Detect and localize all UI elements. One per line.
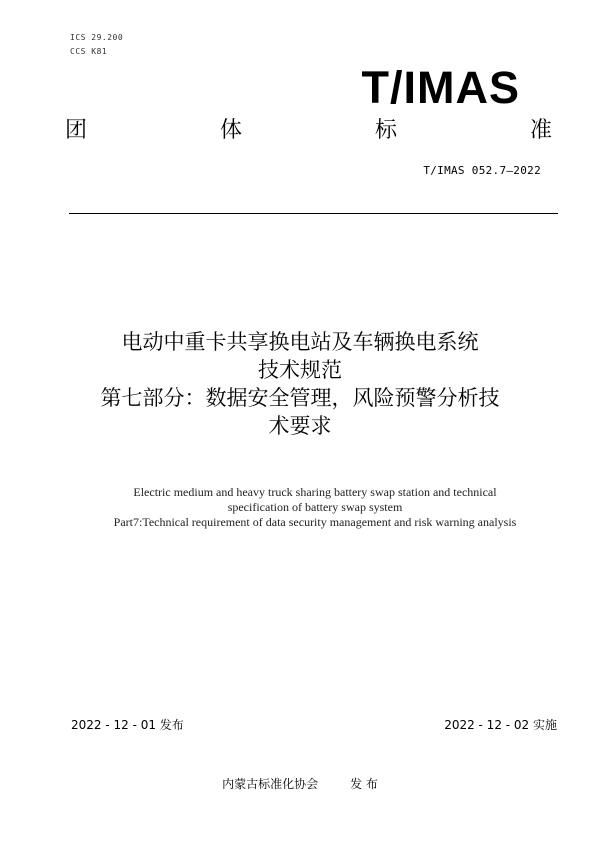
english-title: [60, 485, 570, 530]
header-divider: [69, 213, 558, 214]
publisher-org: 内蒙古标准化协会: [222, 777, 319, 791]
chinese-title-line: 术要求: [268, 414, 332, 438]
chinese-title-line: 第七部分：数据安全管理，风险预警分析技: [100, 386, 500, 410]
standard-logo: T/IMAS: [361, 62, 520, 113]
ics-code: ICS 29.200: [70, 33, 124, 42]
ccs-code: CCS K81: [70, 47, 108, 56]
standard-type-char: 标: [374, 118, 397, 143]
classification-codes: [70, 31, 123, 59]
english-title-line: specification of battery swap system: [227, 500, 403, 514]
standard-type-char: 团: [65, 118, 88, 143]
issue-date: 2022 - 12 - 01 发布: [71, 718, 184, 732]
standard-type-char: 体: [219, 118, 242, 143]
chinese-title-line: 技术规范: [258, 358, 342, 382]
chinese-title: [60, 328, 540, 440]
standard-type-char: 准: [529, 118, 552, 143]
english-title-line: Electric medium and heavy truck sharing battery swap station and technical: [133, 485, 497, 499]
chinese-title-line: 电动中重卡共享换电站及车辆换电系统: [121, 330, 479, 354]
english-title-line: Part7:Technical requirement of data security management and risk warning analysis: [113, 515, 517, 529]
publisher: [0, 776, 600, 792]
implementation-date: 2022 - 12 - 02 实施: [444, 718, 557, 732]
standard-number: T/IMAS 052.7—2022: [423, 164, 541, 177]
standard-type: [65, 116, 552, 146]
publisher-action: 发 布: [350, 777, 378, 791]
